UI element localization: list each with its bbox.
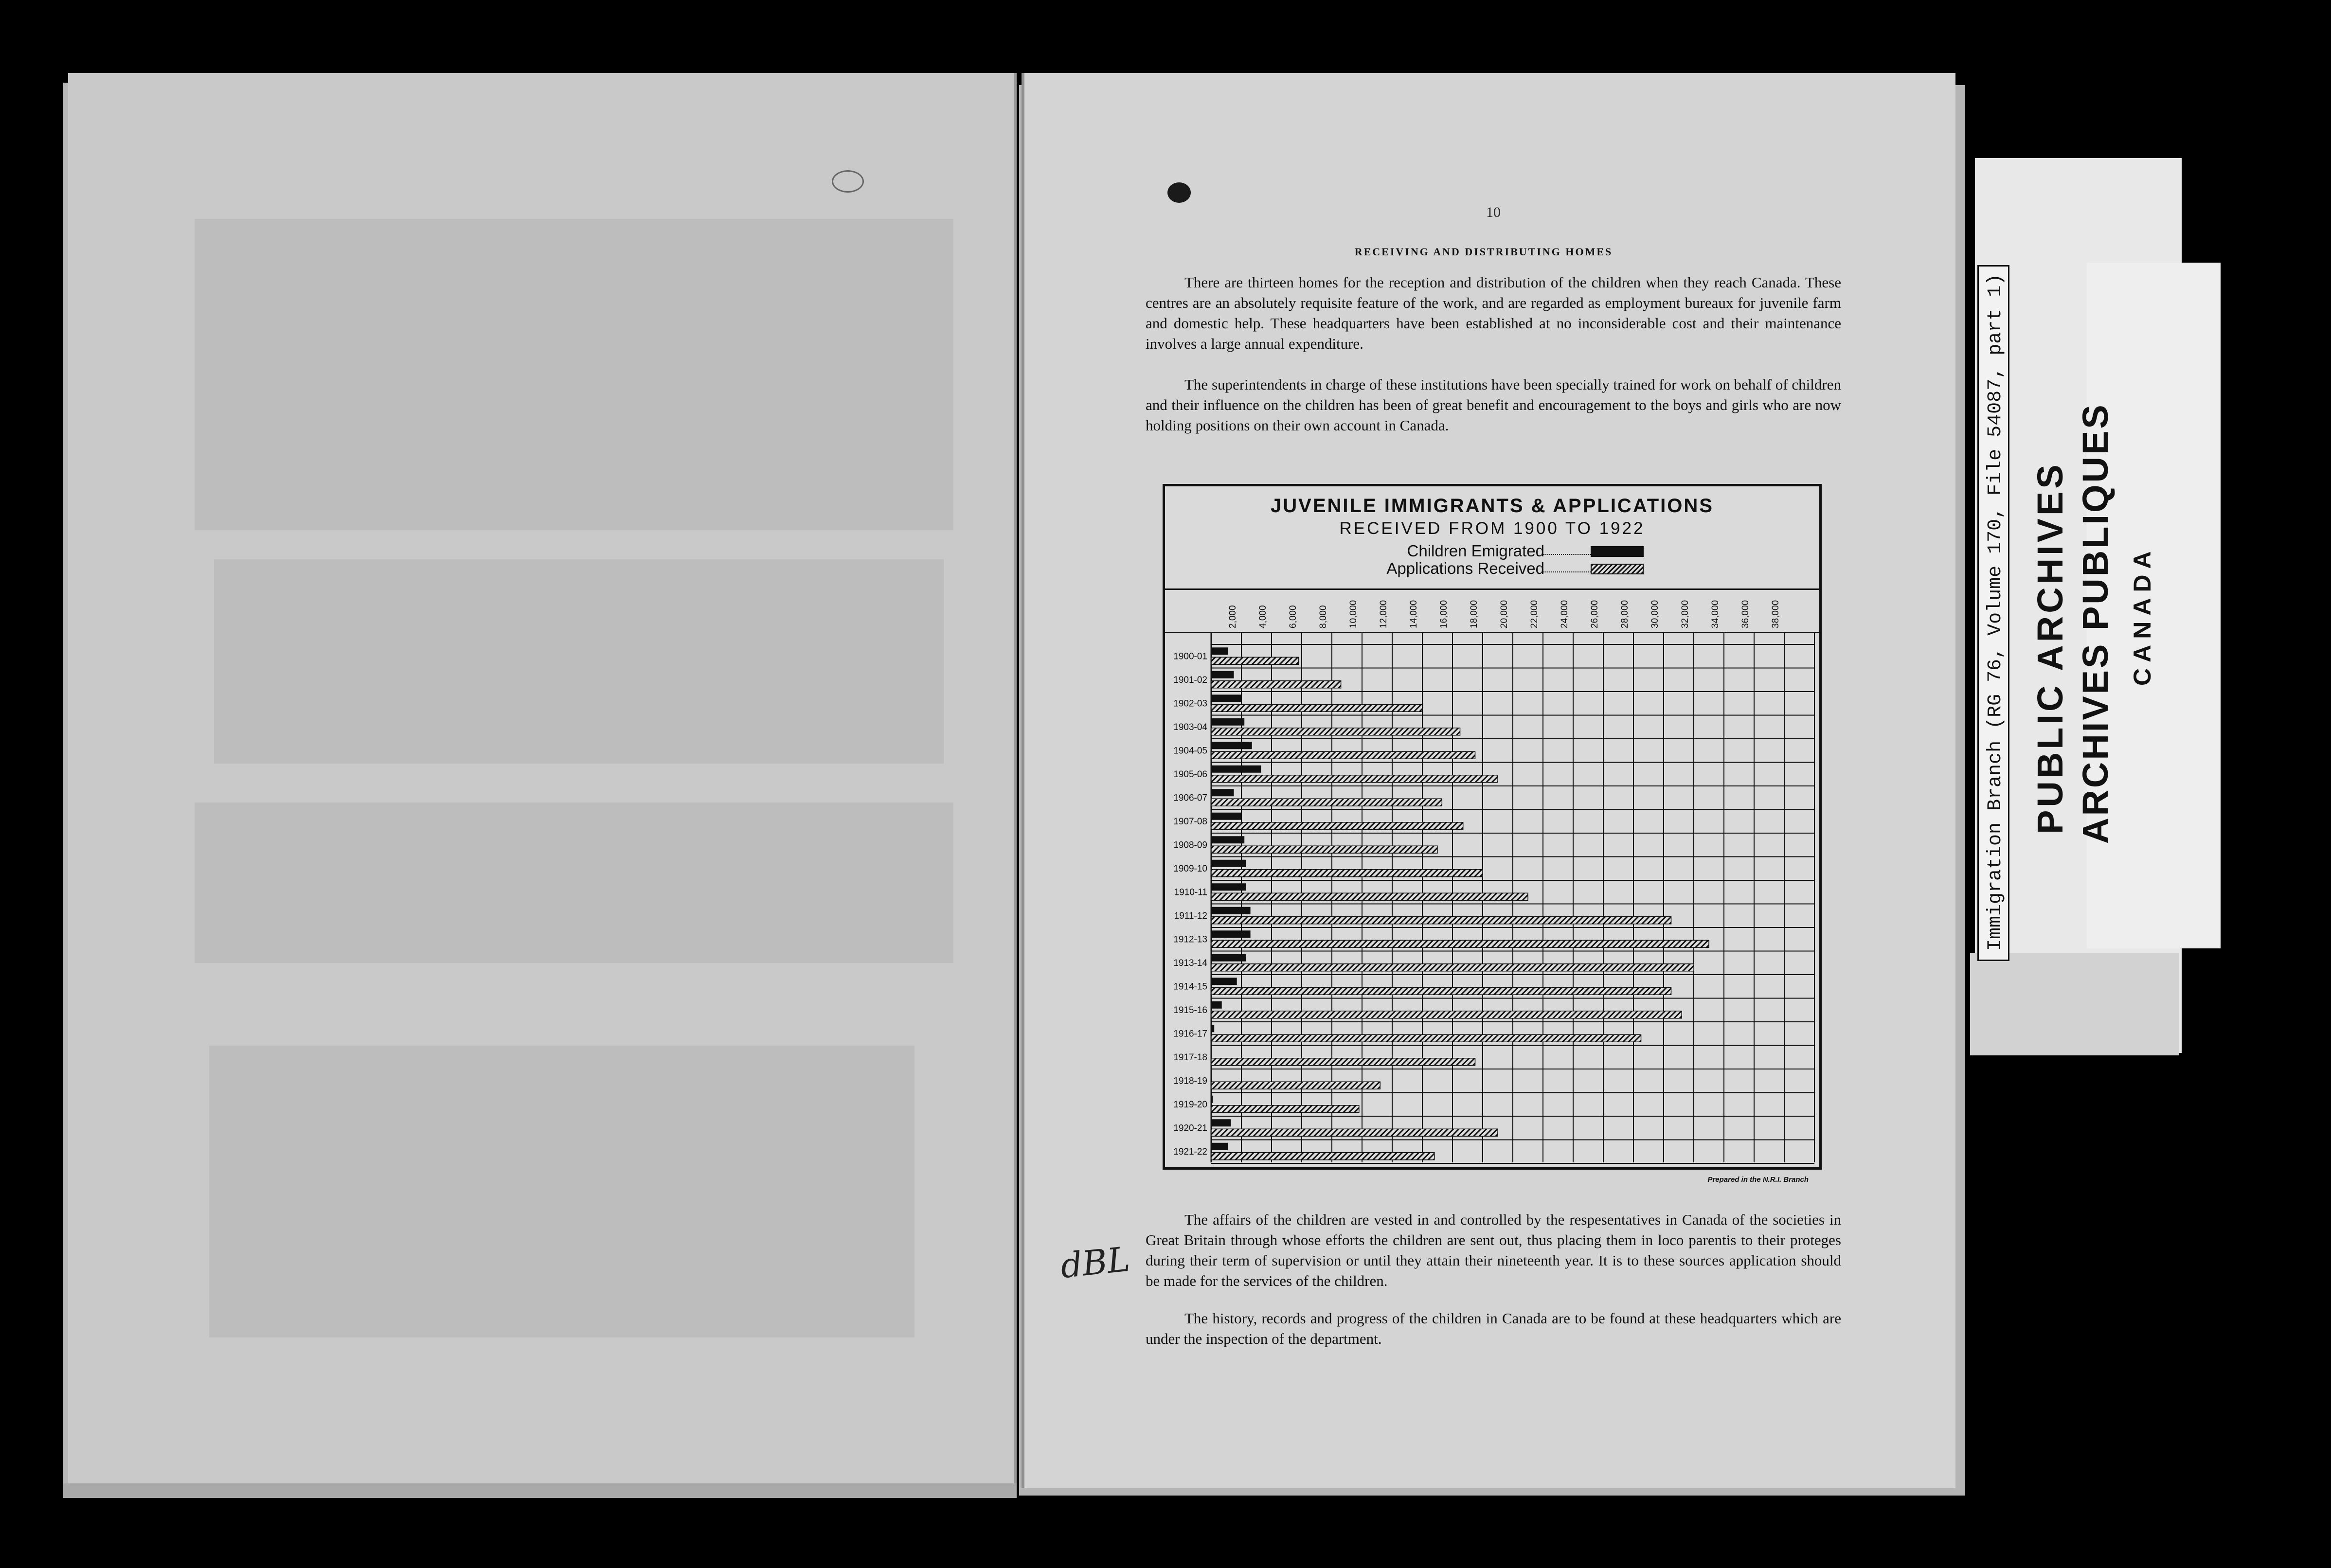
category-label: 1915-16 (1173, 1005, 1207, 1016)
x-tick-label: 34,000 (1710, 600, 1721, 628)
x-tick-label: 4,000 (1258, 605, 1268, 628)
bar-applications-received (1211, 893, 1528, 900)
bar-applications-received (1211, 681, 1341, 688)
bar-children-emigrated (1211, 978, 1237, 985)
archive-name-en: PUBLIC ARCHIVES (2030, 462, 2070, 834)
bar-applications-received (1211, 1011, 1682, 1018)
bar-chart (1163, 484, 1822, 1184)
bar-applications-received (1211, 870, 1483, 877)
x-tick-label: 28,000 (1620, 600, 1630, 628)
x-tick-label: 26,000 (1590, 600, 1600, 628)
category-label: 1901-02 (1173, 675, 1207, 685)
bar-children-emigrated (1211, 1143, 1228, 1150)
x-tick-label: 16,000 (1439, 600, 1449, 628)
bar-children-emigrated (1211, 813, 1241, 820)
x-tick-label: 14,000 (1409, 600, 1419, 628)
category-label: 1905-06 (1173, 769, 1207, 780)
faded-text-block (195, 219, 953, 530)
bar-children-emigrated (1211, 1025, 1214, 1032)
bar-applications-received (1211, 1129, 1498, 1136)
x-tick-label: 10,000 (1348, 600, 1359, 628)
bar-children-emigrated (1211, 766, 1261, 773)
bar-children-emigrated (1211, 954, 1246, 962)
category-label: 1904-05 (1173, 746, 1207, 756)
archive-card-edge (1970, 953, 2179, 1055)
category-label: 1902-03 (1173, 698, 1207, 709)
bar-children-emigrated (1211, 671, 1234, 678)
bar-children-emigrated (1211, 860, 1246, 867)
archive-country: CANADA (2129, 545, 2156, 686)
bar-children-emigrated (1211, 695, 1241, 702)
x-tick-label: 38,000 (1771, 600, 1781, 628)
bar-applications-received (1211, 799, 1442, 806)
chart-credit: Prepared in the N.R.I. Branch (1707, 1176, 1809, 1184)
category-label: 1912-13 (1173, 934, 1207, 945)
bar-children-emigrated (1211, 836, 1244, 843)
chart-subtitle: RECEIVED FROM 1900 TO 1922 (1339, 519, 1645, 538)
bar-applications-received (1211, 1058, 1475, 1066)
paragraph: The superintendents in charge of these institutions have been specially trained for work on behalf of children and their influence on the children has been of great benefit and encouragement to the boys and girls who are now holding positions on their own account in Canada. (1146, 376, 1841, 434)
category-label: 1919-20 (1173, 1099, 1207, 1110)
category-label: 1914-15 (1173, 981, 1207, 992)
bar-applications-received (1211, 822, 1463, 830)
paragraph: The affairs of the children are vested in and controlled by the respesentatives in Canada of the societies in Great Britain through whose efforts the children are sent out, thus placing them in loco parentis to their proteges during their term of supervision or until they attain their nineteenth year. It is to these sources application should be made for the services of the children. (1146, 1211, 1841, 1289)
x-tick-label: 24,000 (1560, 600, 1570, 628)
punch-hole (1167, 182, 1191, 203)
left-page (68, 73, 1017, 1483)
category-label: 1910-11 (1174, 887, 1207, 898)
bar-applications-received (1211, 1153, 1434, 1160)
chart-plot (1165, 486, 1819, 1167)
x-tick-label: 18,000 (1469, 600, 1479, 628)
bar-children-emigrated (1211, 647, 1228, 655)
bar-children-emigrated (1211, 718, 1244, 726)
bar-children-emigrated (1211, 742, 1252, 749)
bar-children-emigrated (1211, 1096, 1213, 1103)
faded-table-block (209, 1046, 914, 1337)
x-tick-label: 8,000 (1318, 605, 1328, 628)
x-tick-label: 12,000 (1379, 600, 1389, 628)
handwritten-margin-note: dBL (1058, 1239, 1132, 1286)
bar-children-emigrated (1211, 907, 1251, 914)
x-tick-label: 22,000 (1529, 600, 1540, 628)
paragraph: The history, records and progress of the children in Canada are to be found at these headquarters which are under the inspection of the department. (1146, 1310, 1841, 1347)
bar-applications-received (1211, 917, 1671, 924)
faded-text-block (195, 802, 953, 963)
category-label: 1900-01 (1173, 651, 1207, 662)
x-tick-label: 36,000 (1740, 600, 1751, 628)
category-label: 1907-08 (1173, 816, 1207, 827)
bar-applications-received (1211, 940, 1709, 947)
bar-applications-received (1211, 728, 1460, 735)
category-label: 1920-21 (1173, 1123, 1207, 1134)
bar-children-emigrated (1211, 789, 1234, 796)
category-label: 1916-17 (1173, 1029, 1207, 1039)
bar-applications-received (1211, 1105, 1359, 1113)
page-number: 10 (1486, 204, 1501, 220)
bar-children-emigrated (1211, 1119, 1231, 1126)
punch-mark (832, 170, 864, 193)
faded-table-block (214, 559, 944, 764)
category-label: 1903-04 (1173, 722, 1207, 732)
bar-applications-received (1211, 987, 1671, 995)
section-heading: RECEIVING AND DISTRIBUTING HOMES (1354, 246, 1613, 258)
archive-reference: Immigration Branch (RG 76, Volume 170, File 54087, part 1) (1985, 273, 2007, 951)
x-tick-label: 20,000 (1499, 600, 1509, 628)
chart-title: JUVENILE IMMIGRANTS & APPLICATIONS (1271, 495, 1714, 517)
category-label: 1921-22 (1173, 1146, 1207, 1157)
bar-applications-received (1211, 657, 1299, 664)
bar-children-emigrated (1211, 1001, 1222, 1009)
bar-children-emigrated (1211, 883, 1246, 891)
bar-applications-received (1211, 1082, 1380, 1089)
bar-applications-received (1211, 964, 1694, 971)
category-label: 1909-10 (1173, 863, 1207, 874)
x-tick-label: 32,000 (1680, 600, 1690, 628)
x-tick-label: 2,000 (1228, 605, 1238, 628)
category-label: 1906-07 (1173, 793, 1207, 803)
bar-applications-received (1211, 846, 1437, 853)
bar-applications-received (1211, 1034, 1641, 1042)
category-label: 1913-14 (1173, 958, 1207, 968)
category-label: 1908-09 (1173, 840, 1207, 851)
bar-applications-received (1211, 775, 1498, 783)
category-label: 1918-19 (1173, 1076, 1207, 1087)
bar-applications-received (1211, 751, 1475, 759)
x-tick-label: 30,000 (1650, 600, 1660, 628)
x-tick-label: 6,000 (1288, 605, 1298, 628)
legend-label: Applications Received (1386, 559, 1544, 577)
bar-children-emigrated (1211, 930, 1251, 938)
archive-name-fr: ARCHIVES PUBLIQUES (2075, 403, 2116, 844)
bar-applications-received (1211, 704, 1422, 712)
category-label: 1917-18 (1173, 1052, 1207, 1063)
paragraph: There are thirteen homes for the reception and distribution of the children when they reach Canada. These centres are an absolutely requisite feature of the work, and are regarded as employment bureaux for juvenile farm and domestic help. These headquarters have been established at no inconsiderable cost and their maintenance involves a large annual expenditure. (1146, 274, 1841, 352)
category-label: 1911-12 (1174, 910, 1207, 921)
legend-label: Children Emigrated (1407, 542, 1544, 560)
